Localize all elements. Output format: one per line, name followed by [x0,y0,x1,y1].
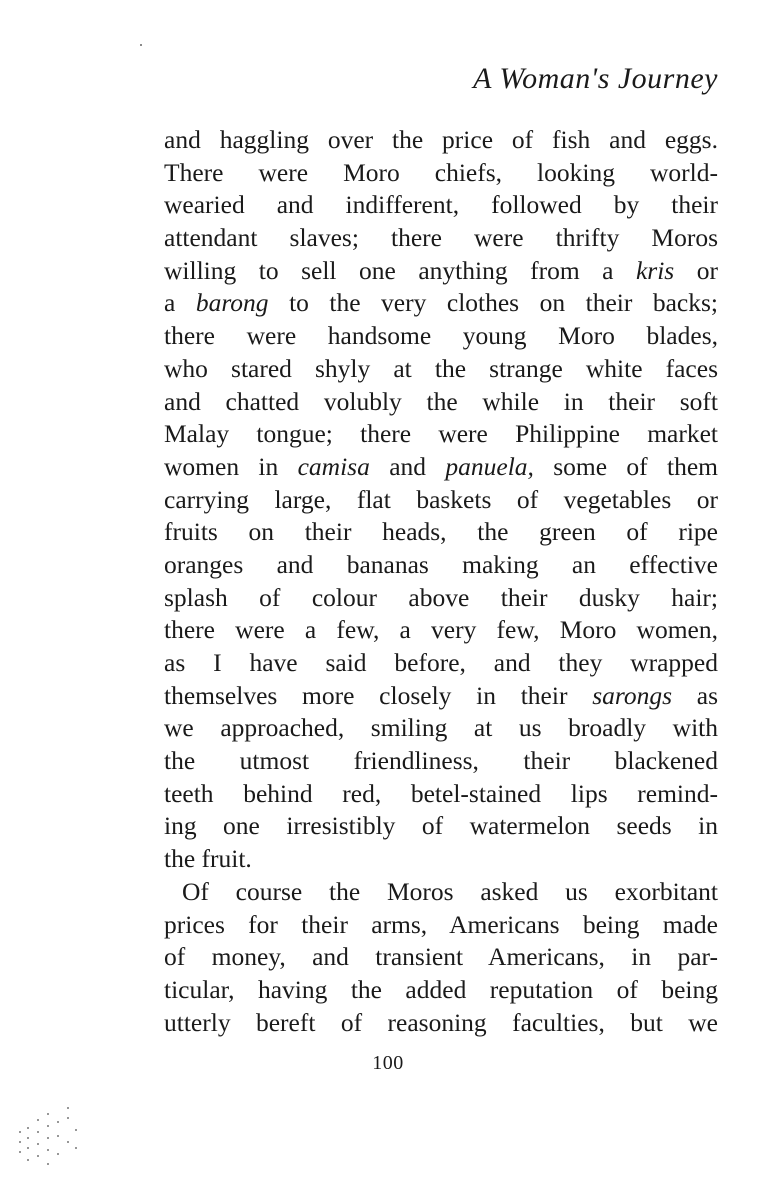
text-line [164,1007,718,1040]
text-segment: and [369,451,446,481]
text-line [164,549,718,582]
text-line [164,386,718,419]
text-segment: ing one irresistibly of watermelon seeds in [164,811,718,841]
text-line [164,712,718,745]
text-line [164,582,718,615]
text-segment: utterly bereft of reasoning faculties, but we [164,1007,718,1037]
page-number: 100 [372,1052,404,1074]
text-segment: themselves more closely in their [164,680,593,710]
text-line [164,745,718,778]
text-line [164,516,718,549]
text-segment: to the very clothes on their backs; [268,288,718,318]
text-line [164,974,718,1007]
text-line [164,484,718,517]
text-segment: there were a few, a very few, Moro women, [164,615,718,645]
italic-word: camisa [297,451,370,481]
text-segment: or [674,255,718,285]
text-line [164,320,718,353]
text-line [164,680,718,713]
text-segment: a [164,288,196,318]
text-line [164,255,718,288]
text-line [164,418,718,451]
text-line [164,614,718,647]
text-segment: there were handsome young Moro blades, [164,321,718,351]
text-line [164,287,718,320]
text-segment: and chatted volubly the while in their soft [164,386,718,416]
text-line [164,778,718,811]
text-line [164,451,718,484]
text-segment: some of them [533,451,718,481]
text-line [164,843,718,876]
text-line [164,157,718,190]
text-segment: of money, and transient Americans, in par- [164,942,718,972]
text-segment: who stared shyly at the strange white faces [164,353,718,383]
text-segment: oranges and bananas making an effective [164,549,718,579]
text-segment: carrying large, flat baskets of vegetables or [164,484,718,514]
text-line [164,124,718,157]
running-title: A Woman's Journey [473,62,718,95]
text-segment: the utmost friendliness, their blackened [164,746,718,776]
text-line [164,647,718,680]
text-segment: ticular, having the added reputation of being [164,974,718,1004]
italic-word: kris [635,255,675,285]
text-segment: the fruit. [164,844,252,874]
text-segment: and haggling over the price of fish and eggs. [164,125,718,154]
text-segment: wearied and indifferent, followed by their [164,190,718,220]
text-line [164,222,718,255]
text-segment: attendant slaves; there were thrifty Moros [164,223,718,253]
text-line [164,810,718,843]
text-segment: prices for their arms, Americans being made [164,909,718,939]
text-segment: Of course the Moros asked us exorbitant [182,876,718,906]
margin-speckles [14,1102,84,1172]
text-segment: splash of colour above their dusky hair; [164,582,718,612]
text-line [164,909,718,942]
text-segment: as I have said before, and they wrapped [164,648,718,677]
italic-word: sarongs [592,680,673,710]
text-line [164,941,718,974]
text-segment: Malay tongue; there were Philippine market [164,419,718,449]
text-segment: willing to sell one anything from a [164,255,636,285]
text-segment: women in [164,451,298,481]
text-line [164,353,718,386]
text-segment: as [672,680,718,710]
text-segment: There were Moro chiefs, looking world- [164,157,718,187]
text-line [164,189,718,222]
italic-word: barong [195,288,269,318]
italic-word: panuela, [445,451,534,481]
text-line [164,876,718,909]
text-segment: teeth behind red, betel-stained lips remind- [164,778,718,808]
body-text [164,124,718,1039]
stray-dot-mark [140,44,142,46]
text-segment: fruits on their heads, the green of ripe [164,517,718,547]
text-segment: we approached, smiling at us broadly with [164,713,718,743]
